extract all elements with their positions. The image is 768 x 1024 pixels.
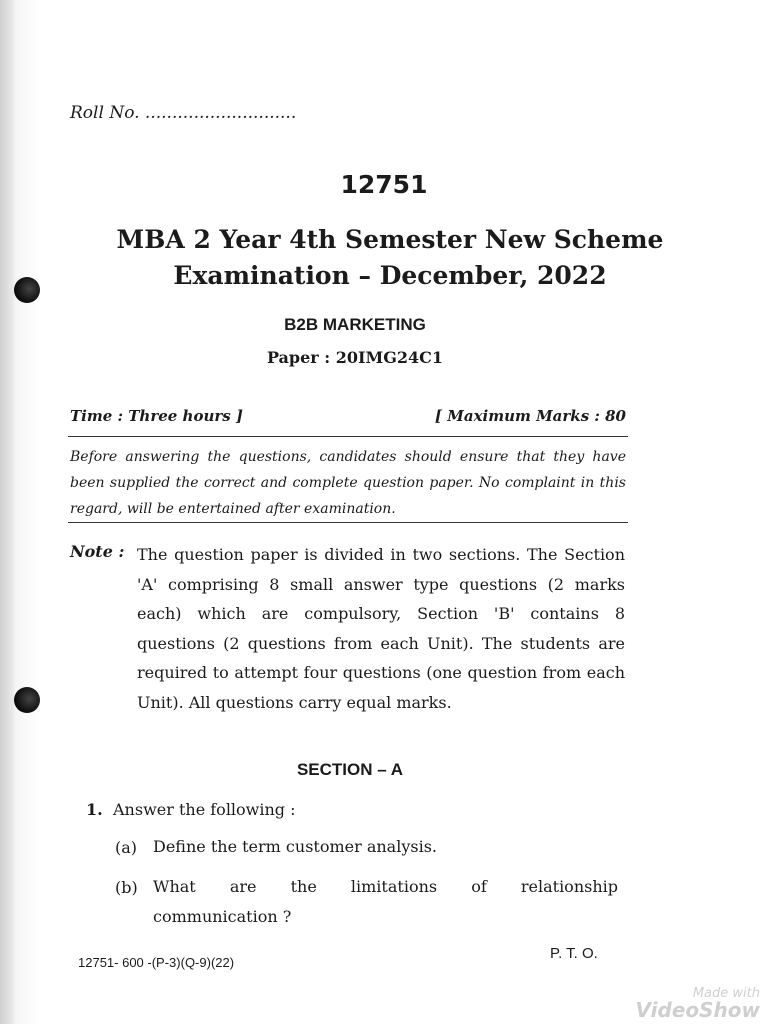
note-text: The question paper is divided in two sections. The Section 'A' comprising 8 small answer type questions (2 marks each) which are compulsory, Section 'B' contains 8 questions (2 questions from each Unit). The students are required to attempt four questions (one question from each Unit). All questions carry equal marks. xyxy=(137,545,625,712)
page-edge xyxy=(0,0,14,1024)
part-label: (b) xyxy=(115,878,138,897)
instructions: Before answering the questions, candidates should ensure that they have been supplied the correct and complete question paper. No complaint in this regard, will be entertained after examination. xyxy=(70,449,626,517)
question-text: Answer the following : xyxy=(113,800,296,819)
divider-top xyxy=(68,436,628,437)
time-marks-row xyxy=(70,407,626,425)
maximum-marks: [ Maximum Marks : 80 xyxy=(434,407,626,425)
pto-label: P. T. O. xyxy=(550,945,598,962)
roll-number-field: Roll No. ............................ xyxy=(70,103,297,123)
watermark-line2: VideoShow xyxy=(635,998,760,1022)
section-heading: SECTION – A xyxy=(296,760,404,779)
watermark-line1: Made with xyxy=(692,986,760,1001)
paper-number: Paper : 20IMG24C1 xyxy=(266,348,444,367)
part-text: Define the term customer analysis. xyxy=(153,837,437,856)
paper-code: 12751 xyxy=(340,170,428,199)
part-text-line1: What are the limitations of relationship xyxy=(153,877,618,896)
exam-title-line2: Examination – December, 2022 xyxy=(173,261,607,290)
part-text xyxy=(153,872,618,932)
subject-title: B2B MARKETING xyxy=(284,315,426,334)
footer-code: 12751- 600 -(P-3)(Q-9)(22) xyxy=(78,955,235,970)
punch-hole xyxy=(14,277,40,303)
part-label: (a) xyxy=(115,838,138,857)
punch-hole xyxy=(14,687,40,713)
note-label: Note : xyxy=(70,542,125,561)
divider-bottom xyxy=(68,522,628,523)
exam-title-line1: MBA 2 Year 4th Semester New Scheme xyxy=(116,225,664,254)
watermark xyxy=(600,985,760,1023)
question-number: 1. xyxy=(86,800,103,819)
part-text-line2: communication ? xyxy=(153,907,292,926)
exam-title xyxy=(40,222,740,294)
time-allowed: Time : Three hours ] xyxy=(70,407,244,425)
